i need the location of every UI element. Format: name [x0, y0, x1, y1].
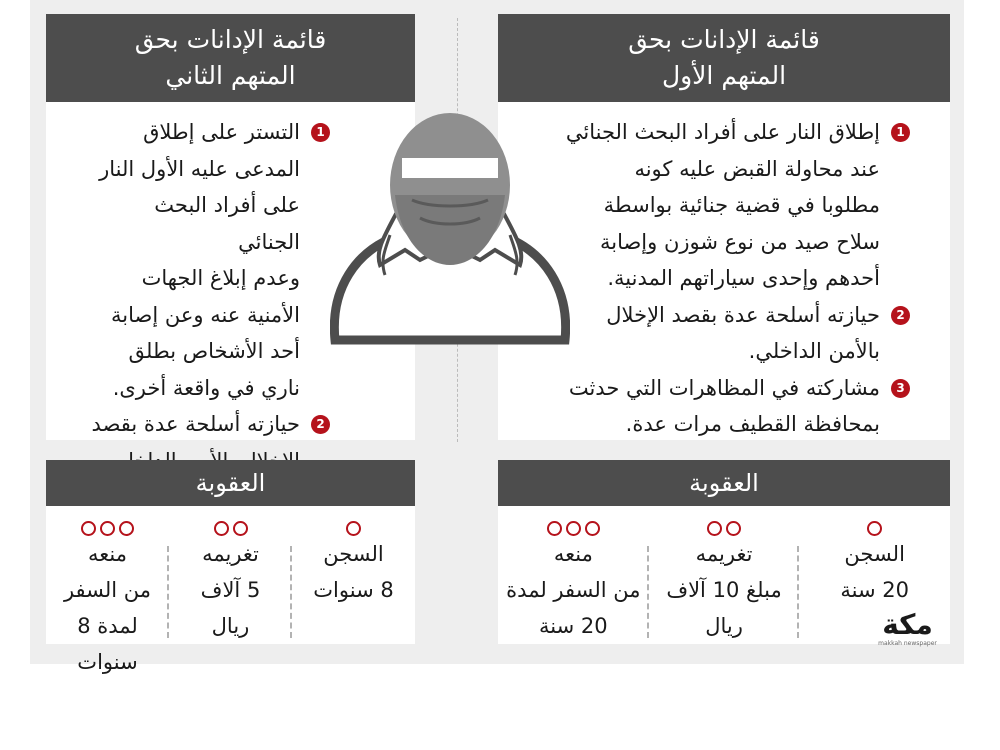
circle-icon: [100, 521, 115, 536]
penalty-separator: [797, 546, 799, 638]
first-accused-charge-2: [540, 297, 910, 370]
first-accused-charge-1: [540, 114, 910, 297]
circle-icon: [119, 521, 134, 536]
number-badge: 2: [891, 306, 910, 325]
second-accused-penalty-2: [169, 506, 292, 644]
first-accused-penalty-2: [649, 506, 800, 644]
first-accused-charge-3: [540, 370, 910, 443]
charge-line: مشاركته في المظاهرات التي حدثت: [568, 375, 880, 400]
first-accused-header-line2: المتهم الأول: [661, 61, 787, 90]
penalty-line: السجن: [323, 542, 384, 566]
second-accused-header-line2: المتهم الثاني: [165, 61, 296, 90]
circle-icon: [214, 521, 229, 536]
second-accused-penalty-3: [46, 506, 169, 674]
charge-line: بالأمن الداخلي.: [748, 339, 880, 363]
charge-line: إطلاق النار على أفراد البحث الجنائي: [565, 120, 880, 144]
charge-line: المدعى عليه الأول النار: [99, 156, 300, 181]
penalty-line: لمدة 8 سنوات: [77, 614, 138, 674]
severity-circles: [292, 506, 415, 536]
penalty-separator: [167, 546, 169, 638]
circle-icon: [233, 521, 248, 536]
circle-icon: [566, 521, 581, 536]
charge-line: مطلوبا في قضية جنائية بواسطة: [603, 193, 880, 217]
penalty-separator: [290, 546, 292, 638]
second-accused-penalty-box: [46, 506, 415, 674]
penalty-line: 5 آلاف: [200, 578, 261, 602]
penalty-line: منعه: [553, 542, 593, 566]
penalty-line: ريال: [705, 614, 743, 638]
penalty-line: من السفر: [63, 578, 152, 602]
penalty-line: تغريمه: [695, 542, 753, 566]
first-accused-charges-list: [540, 114, 910, 443]
charge-line: بمحافظة القطيف مرات عدة.: [625, 412, 880, 436]
first-accused-penalty-3: [498, 506, 649, 644]
severity-circles: [46, 506, 169, 536]
circle-icon: [81, 521, 96, 536]
penalty-line: من السفر لمدة: [506, 578, 641, 602]
first-accused-header-line1: قائمة الإدانات بحق: [628, 25, 820, 54]
number-badge: 1: [891, 123, 910, 142]
charge-line: سلاح صيد من نوع شوزن وإصابة: [599, 229, 880, 254]
charge-line: الأمنية عنه وعن إصابة: [111, 302, 300, 327]
charge-line: على أفراد البحث الجنائي: [154, 193, 300, 254]
number-badge: 2: [311, 415, 330, 434]
charge-line: عند محاولة القبض عليه كونه: [634, 156, 880, 181]
penalty-line: السجن: [844, 542, 905, 566]
severity-circles: [169, 506, 292, 536]
charge-line: وعدم إبلاغ الجهات: [141, 266, 300, 290]
number-badge: 3: [891, 379, 910, 398]
circle-icon: [547, 521, 562, 536]
first-accused-penalty-header: العقوبة: [498, 460, 950, 506]
logo-subtext: makkah newspaper: [878, 640, 937, 647]
penalty-line: تغريمه: [202, 542, 259, 566]
severity-circles: [799, 506, 950, 536]
penalty-line: 20 سنة: [539, 614, 608, 638]
charge-line: ناري في واقعة أخرى.: [112, 375, 300, 400]
first-accused-header: [498, 14, 950, 102]
circle-icon: [707, 521, 722, 536]
second-accused-header-line1: قائمة الإدانات بحق: [134, 25, 327, 54]
penalty-line: 8 سنوات: [313, 578, 394, 602]
penalty-line: ريال: [211, 614, 250, 638]
penalty-separator: [647, 546, 649, 638]
second-accused-penalty-1: [292, 506, 415, 644]
severity-circles: [649, 506, 800, 536]
charge-line: أحدهم وإحدى سياراتهم المدنية.: [607, 266, 880, 290]
second-accused-penalty-header: العقوبة: [46, 460, 415, 506]
charge-line: أحد الأشخاص بطلق: [128, 339, 300, 363]
second-accused-charge-1: [90, 114, 330, 406]
circle-icon: [585, 521, 600, 536]
number-badge: 1: [311, 123, 330, 142]
circle-icon: [346, 521, 361, 536]
charge-line: حيازته أسلحة عدة بقصد: [91, 412, 300, 436]
masked-person-icon: [330, 100, 570, 345]
makkah-logo: [870, 610, 945, 650]
severity-circles: [498, 506, 649, 536]
second-accused-header: [46, 14, 415, 102]
penalty-line: منعه: [88, 542, 127, 566]
charge-line: التستر على إطلاق: [143, 120, 300, 144]
circle-icon: [726, 521, 741, 536]
logo-text: مكة: [882, 608, 933, 641]
charge-line: حيازته أسلحة عدة بقصد الإخلال: [606, 302, 880, 327]
penalty-line: مبلغ 10 آلاف: [666, 578, 782, 602]
circle-icon: [867, 521, 882, 536]
second-accused-charges-list: [90, 114, 330, 479]
penalty-line: 20 سنة: [840, 578, 909, 602]
